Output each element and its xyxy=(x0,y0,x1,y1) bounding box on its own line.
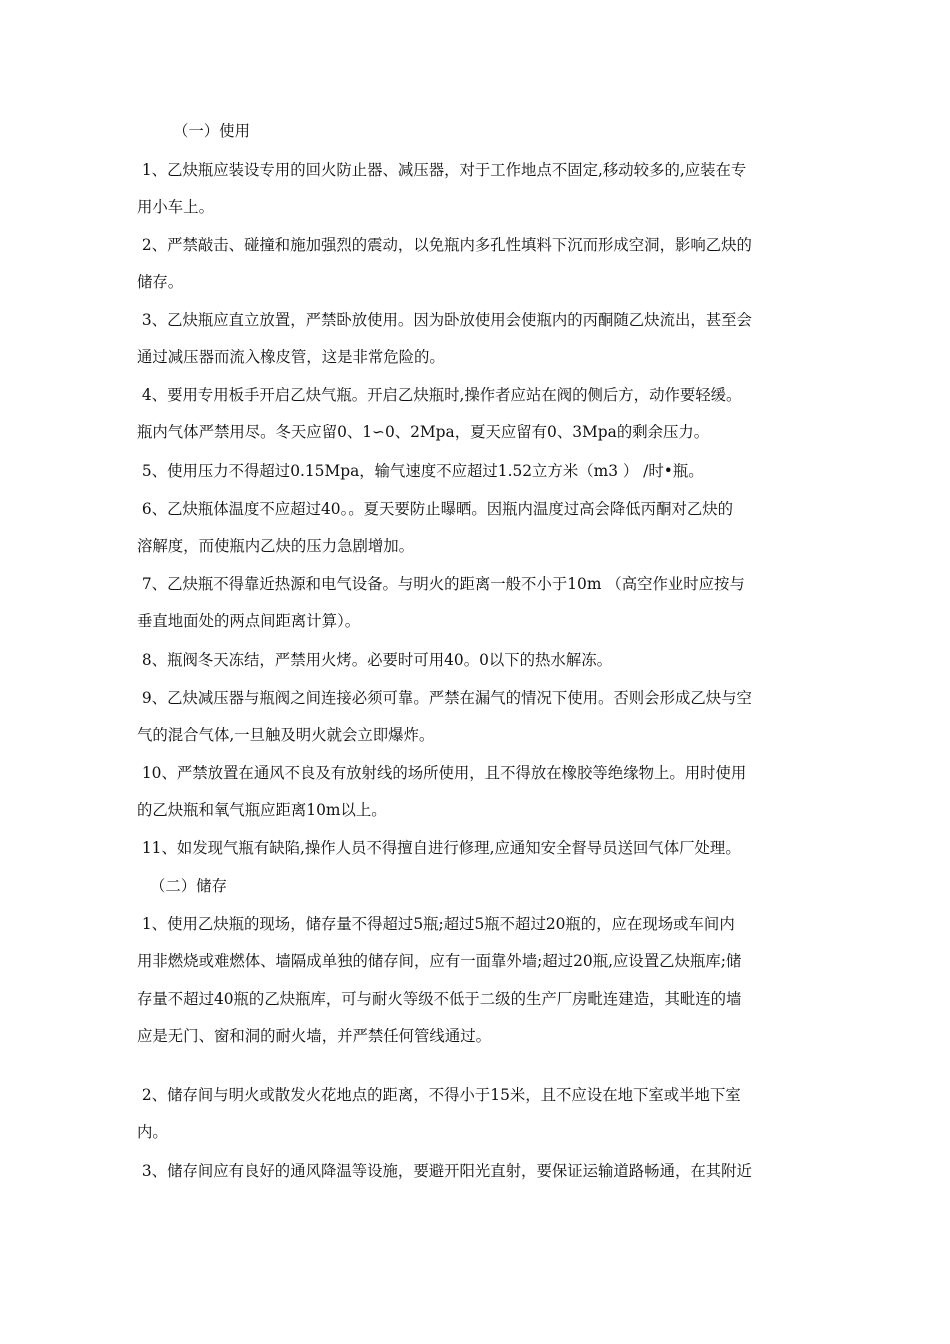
paragraph-line: 4、要用专用板手开启乙炔气瓶。开启乙炔瓶时,操作者应站在阀的侧后方，动作要轻缓。 xyxy=(137,386,742,404)
paragraph-line: 11、如发现气瓶有缺陷,操作人员不得擅自进行修理,应通知安全督导员送回气体厂处理。 xyxy=(137,839,741,857)
paragraph-line: 应是无门、窗和洞的耐火墙，并严禁任何管线通过。 xyxy=(137,1027,491,1045)
paragraph-line: 1、使用乙炔瓶的现场，储存量不得超过5瓶;超过5瓶不超过20瓶的，应在现场或车间内 xyxy=(137,915,735,933)
paragraph-line: 8、瓶阀冬天冻结，严禁用火烤。必要时可用40。0以下的热水解冻。 xyxy=(137,651,612,669)
paragraph-line: 瓶内气体严禁用尽。冬天应留0、1∽0、2Mpa，夏天应留有0、3Mpa的剩余压力。 xyxy=(137,423,710,441)
paragraph-line: 1、乙炔瓶应装设专用的回火防止器、减压器，对于工作地点不固定,移动较多的,应装在专 xyxy=(137,161,747,179)
paragraph-line: 用小车上。 xyxy=(137,198,214,216)
paragraph-line: 3、乙炔瓶应直立放置，严禁卧放使用。因为卧放使用会使瓶内的丙酮随乙炔流出，甚至会 xyxy=(137,311,752,329)
paragraph-line: 2、严禁敲击、碰撞和施加强烈的震动，以免瓶内多孔性填料下沉而形成空洞，影响乙炔的 xyxy=(137,236,752,254)
paragraph-line: 5、使用压力不得超过0.15Mpa，输气速度不应超过1.52立方米（m3 ） /时•瓶。 xyxy=(137,462,704,480)
paragraph-line: 3、储存间应有良好的通风降温等设施，要避开阳光直射，要保证运输道路畅通，在其附近 xyxy=(137,1162,752,1180)
paragraph-line: 存量不超过40瓶的乙炔瓶库，可与耐火等级不低于二级的生产厂房毗连建造，其毗连的墙 xyxy=(137,990,742,1008)
paragraph-line: 内。 xyxy=(137,1123,168,1141)
paragraph-line: 的乙炔瓶和氧气瓶应距离10m以上。 xyxy=(137,801,387,819)
paragraph-line: 10、严禁放置在通风不良及有放射线的场所使用，且不得放在橡胶等绝缘物上。用时使用 xyxy=(137,764,747,782)
paragraph-line: 6、乙炔瓶体温度不应超过40。。夏天要防止曝晒。因瓶内温度过高会降低丙酮对乙炔的 xyxy=(137,500,734,518)
paragraph-line: 气的混合气体,一旦触及明火就会立即爆炸。 xyxy=(137,726,435,744)
section-heading-storage: （二）储存 xyxy=(150,877,227,895)
section-heading-usage: （一）使用 xyxy=(173,122,250,140)
paragraph-line: 用非燃烧或难燃体、墙隔成单独的储存间，应有一面靠外墙;超过20瓶,应设置乙炔瓶库;储 xyxy=(137,952,742,970)
paragraph-line: 2、储存间与明火或散发火花地点的距离，不得小于15米，且不应设在地下室或半地下室 xyxy=(137,1086,741,1104)
paragraph-line: 9、乙炔减压器与瓶阀之间连接必须可靠。严禁在漏气的情况下使用。否则会形成乙炔与空 xyxy=(137,689,752,707)
paragraph-line: 储存。 xyxy=(137,273,184,291)
paragraph-line: 垂直地面处的两点间距离计算）。 xyxy=(137,612,361,630)
paragraph-line: 溶解度，而使瓶内乙炔的压力急剧增加。 xyxy=(137,537,415,555)
paragraph-line: 通过减压器而流入橡皮管，这是非常危险的。 xyxy=(137,348,445,366)
paragraph-line: 7、乙炔瓶不得靠近热源和电气设备。与明火的距离一般不小于10m （高空作业时应按与 xyxy=(137,575,745,593)
